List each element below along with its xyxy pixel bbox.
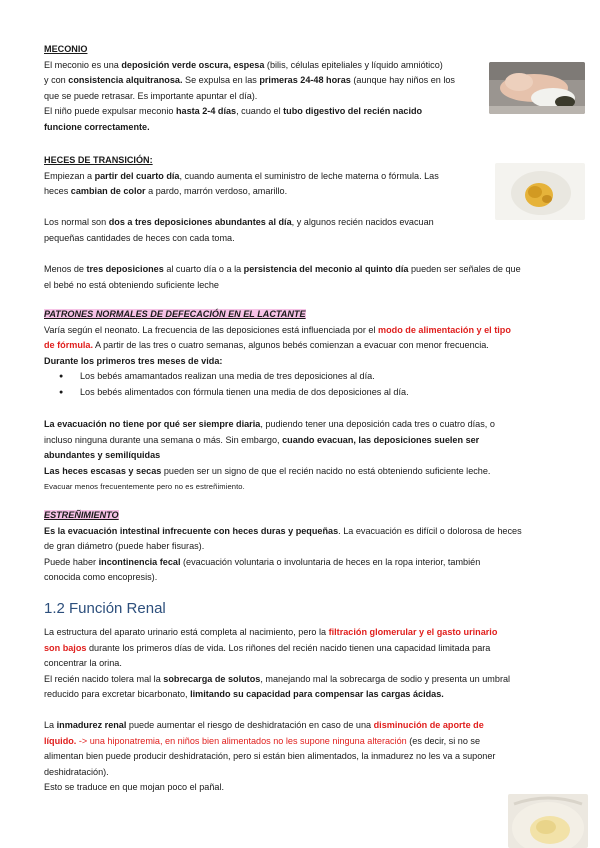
estrenimiento-heading: ESTREÑIMIENTO (44, 510, 119, 520)
list-item: ● Los bebés amamantados realizan una media de tres deposiciones al día. (44, 369, 564, 385)
patrones-line-4: La evacuación no tiene por qué ser siempre diaria, pudiendo tener una deposición cada tres o cuatro días, o (44, 419, 495, 429)
renal-line-7: líquido. -> una hiponatremia, en niños bien alimentados no les supone ninguna alteración (es decir, si no se (44, 735, 481, 746)
patrones-bullets (44, 369, 564, 400)
renal-line-3: concentrar la orina. (44, 658, 122, 668)
patrones-frecuencia (44, 417, 564, 495)
patrones-line-6: abundantes y semilíquidas (44, 450, 161, 460)
estrenimiento-line-3: Puede haber incontinencia fecal (evacuación voluntaria o involuntaria de heces en la ropa interior, también (44, 556, 481, 567)
meconio-line-3: que se puede retrasar. Es importante apuntar el día). (44, 90, 258, 101)
transicion-line-6: el bebé no está obteniendo suficiente leche (44, 279, 219, 290)
patrones-line-2: de fórmula. A partir de las tres o cuatro semanas, algunos bebés comienzan a evacuar con menor frecuencia. (44, 340, 489, 350)
transicion-normal (44, 215, 494, 246)
estrenimiento-line-1: Es la evacuación intestinal infrecuente con heces duras y pequeñas. La evacuación es difícil o dolorosa de heces (44, 525, 522, 536)
renal-line-2: son bajos durante los primeros días de vida. Los riñones del recién nacido tienen una capacidad limitada para (44, 642, 491, 653)
transition-stool-photo (495, 163, 585, 220)
estrenimiento-line-2: de gran diámetro (puede haber fisuras). (44, 541, 205, 551)
renal-line-1: La estructura del aparato urinario está completa al nacimiento, pero la filtración glomerular y el gasto urinario (44, 627, 498, 637)
patrones-line-3: Durante los primeros tres meses de vida: (44, 355, 223, 366)
renal-line-4: El recién nacido tolera mal la sobrecarga de solutos, manejando mal la sobrecarga de sodio y presenta un umbral (44, 673, 511, 684)
transicion-line-4: pequeñas cantidades de heces con cada toma. (44, 232, 235, 243)
transicion-line-3: Los normal son dos a tres deposiciones abundantes al día, y algunos recién nacidos evacuan (44, 217, 434, 227)
wet-diaper-photo (508, 794, 588, 848)
transicion-line-1: Empiezan a partir del cuarto día, cuando aumenta el suministro de leche materna o fórmula. Las (44, 170, 439, 181)
estrenimiento-line-4: conocida como encopresis). (44, 572, 158, 582)
renal-line-8: alimentan bien puede producir deshidratación, pero si están bien alimentados, la inmadurez no les va a suponer (44, 751, 496, 761)
list-item: ● Los bebés alimentados con fórmula tienen una media de dos deposiciones al día. (44, 385, 564, 401)
estrenimiento-section (44, 508, 564, 586)
patrones-heading: PATRONES NORMALES DE DEFECACIÓN EN EL LACTANTE (44, 309, 306, 319)
patrones-section (44, 307, 564, 400)
patrones-line-7: Las heces escasas y secas pueden ser un signo de que el recién nacido no está obteniendo suficiente leche. (44, 465, 491, 476)
section-title-funcion-renal: 1.2 Función Renal (44, 600, 166, 617)
transicion-warning (44, 262, 564, 293)
renal-line-10: Esto se traduce en que mojan poco el pañal. (44, 782, 224, 792)
meconio-section (44, 42, 494, 135)
meconio-line-2: y con consistencia alquitranosa. Se expulsa en las primeras 24-48 horas (aunque hay niños en los (44, 75, 455, 85)
meconio-line-5: funcione correctamente. (44, 121, 150, 132)
transicion-line-5: Menos de tres deposiciones al cuarto día o a la persistencia del meconio al quinto día pueden ser señales de que (44, 264, 521, 274)
renal-inmadurez (44, 718, 564, 796)
renal-line-9: deshidratación). (44, 766, 109, 777)
patrones-line-5: incluso ninguna durante una semana o más. Sin embargo, cuando evacuan, las deposiciones suelen ser (44, 434, 480, 445)
newborn-diaper-photo (489, 62, 585, 114)
meconio-line-1: El meconio es una deposición verde oscura, espesa (bilis, células epiteliales y líquido amniótico) (44, 59, 443, 70)
renal-line-6: La inmadurez renal puede aumentar el riesgo de deshidratación en caso de una disminución de aporte de (44, 720, 484, 730)
transicion-heading: HECES DE TRANSICIÓN: (44, 155, 153, 165)
renal-line-5: reducido para excretar bicarbonato, limitando su capacidad para compensar las cargas ácidas. (44, 689, 444, 699)
transicion-line-2: heces cambian de color a pardo, marrón verdoso, amarillo. (44, 186, 288, 196)
transicion-section (44, 153, 494, 200)
meconio-line-4: El niño puede expulsar meconio hasta 2-4 días, cuando el tubo digestivo del recién nacido (44, 106, 423, 116)
meconio-heading: MECONIO (44, 44, 88, 54)
patrones-line-8: Evacuar menos frecuentemente pero no es estreñimiento. (44, 482, 245, 491)
patrones-line-1: Varía según el neonato. La frecuencia de las deposiciones está influenciada por el modo de alimentación y el tipo (44, 324, 511, 335)
renal-section (44, 625, 564, 703)
